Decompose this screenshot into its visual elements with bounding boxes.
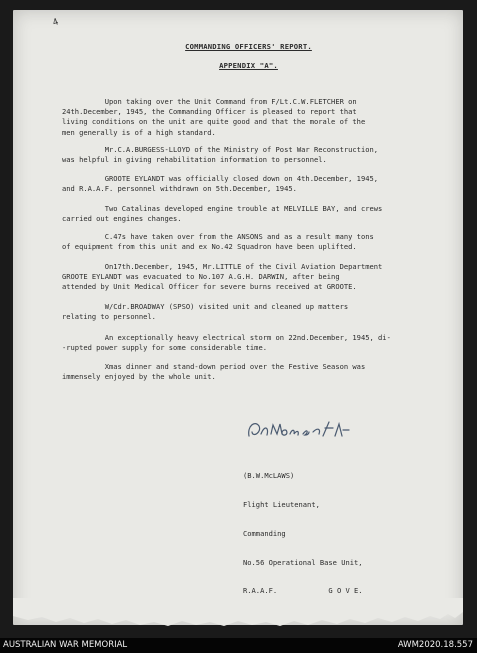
- paragraph-line: GROOTE EYLANDT was evacuated to No.107 A.G.H. DARWIN, after being: [62, 272, 340, 282]
- paragraph-line: W/Cdr.BROADWAY (SPSO) visited unit and cleaned up matters: [62, 302, 349, 311]
- signatory-service: R.A.A.F. G O V E.: [243, 586, 363, 596]
- report-paragraph: [62, 97, 457, 138]
- corner-mark: 4: [51, 17, 60, 29]
- appendix-heading: APPENDIX "A".: [219, 61, 278, 70]
- paragraph-line: men generally is of a high standard.: [62, 127, 216, 137]
- report-paragraph: [62, 302, 457, 322]
- signature-block: [243, 452, 363, 615]
- paragraph-line: 24th.December, 1945, the Commanding Officer is pleased to report that: [62, 107, 357, 117]
- report-paragraph: [62, 204, 457, 224]
- signatory-rank: Flight Lieutenant,: [243, 499, 320, 509]
- paragraph-line: carried out engines changes.: [62, 214, 182, 224]
- report-paragraph: [62, 262, 457, 293]
- paragraph-line: living conditions on the unit are quite good and that the morale of the: [62, 117, 366, 127]
- paragraph-line: of equipment from this unit and ex No.42 Squadron have been uplifted.: [62, 242, 357, 252]
- paragraph-line: Two Catalinas developed engine trouble at MELVILLE BAY, and crews: [62, 204, 383, 213]
- paragraph-line: immensely enjoyed by the whole unit.: [62, 372, 216, 382]
- footer-accession-number: AWM2020.18.557: [397, 640, 473, 650]
- report-paragraph: [62, 362, 457, 382]
- paragraph-line: An exceptionally heavy electrical storm on 22nd.December, 1945, di-: [62, 333, 391, 342]
- signature: [243, 416, 353, 446]
- paragraph-line: -rupted power supply for some considerable time.: [62, 343, 267, 353]
- report-title: COMMANDING OFFICERS' REPORT.: [185, 42, 312, 51]
- paragraph-line: GROOTE EYLANDT was officially closed down on 4th.December, 1945,: [62, 174, 379, 183]
- signatory-role: Commanding: [243, 528, 286, 538]
- report-paragraph: [62, 145, 457, 165]
- signatory-unit: No.56 Operational Base Unit,: [243, 557, 363, 567]
- paragraph-line: relating to personnel.: [62, 312, 156, 322]
- paragraph-line: On17th.December, 1945, Mr.LITTLE of the Civil Aviation Department: [62, 262, 383, 271]
- footer-institution: AUSTRALIAN WAR MEMORIAL: [3, 640, 128, 650]
- torn-paper-edge: [0, 598, 477, 638]
- paragraph-line: Xmas dinner and stand-down period over the Festive Season was: [62, 362, 366, 371]
- report-paragraph: [62, 174, 457, 194]
- report-paragraph: [62, 232, 457, 252]
- footer-bar: [0, 638, 477, 653]
- report-paragraph: [62, 333, 457, 353]
- paragraph-line: C.47s have taken over from the ANSONS and as a result many tons: [62, 232, 374, 241]
- paragraph-line: Mr.C.A.BURGESS-LLOYD of the Ministry of Post War Reconstruction,: [62, 145, 379, 154]
- paragraph-line: was helpful in giving rehabilitation information to personnel.: [62, 155, 327, 165]
- paragraph-line: Upon taking over the Unit Command from F/Lt.C.W.FLETCHER on: [62, 97, 357, 106]
- paragraph-line: attended by Unit Medical Officer for severe burns received at GROOTE.: [62, 282, 357, 292]
- signatory-name: (B.W.McLAWS): [243, 471, 295, 481]
- paragraph-line: and R.A.A.F. personnel withdrawn on 5th.December, 1945.: [62, 184, 297, 194]
